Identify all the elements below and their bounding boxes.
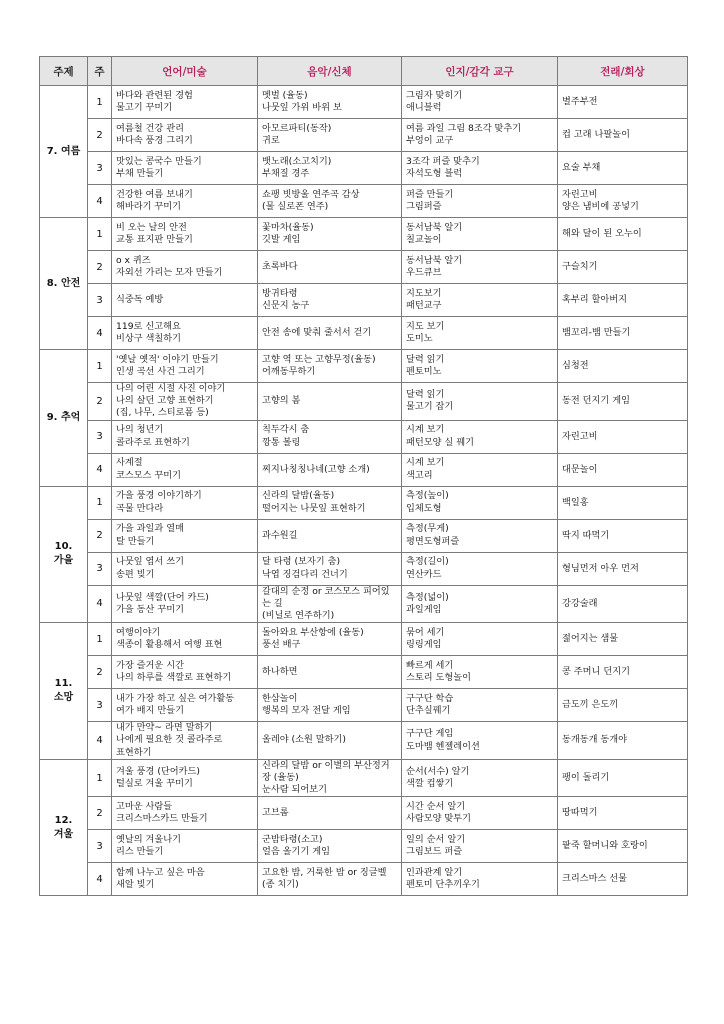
week-cell: 1 (88, 86, 112, 119)
week-cell: 2 (88, 797, 112, 830)
folk-play-cell (558, 350, 688, 383)
language-art-cell (112, 453, 258, 486)
music-physical-cell (258, 552, 402, 585)
music-physical-cell-text: 고요한 밤, 거룩한 밤 or 징글벨(종 치기) (262, 867, 387, 891)
header-week: 주 (88, 57, 112, 86)
cognitive-sensory-cell (402, 284, 558, 317)
music-physical-cell-text: 쇼팽 빗방울 연주곡 감상 (물 실로폰 연주) (262, 188, 360, 212)
table-row (40, 689, 688, 722)
cognitive-sensory-cell-text: 측정(길이) 연산카드 (406, 556, 449, 580)
table-row (40, 152, 688, 185)
music-physical-cell-text: 안전 송에 맞춰 줄서서 걷기 (262, 326, 372, 338)
language-art-cell-text: 고마운 사람들 크리스마스카드 만들기 (116, 801, 208, 825)
table-row (40, 284, 688, 317)
folk-play-cell (558, 552, 688, 585)
cognitive-sensory-cell-text: 묶어 세기 링링게임 (406, 627, 445, 651)
music-physical-cell (258, 119, 402, 152)
folk-play-cell (558, 519, 688, 552)
language-art-cell-text: 여름철 건강 관리 바다속 풍경 그리기 (116, 122, 193, 146)
language-art-cell-text: 가을 풍경 이야기하기 곡물 만다라 (116, 490, 202, 514)
theme-label: 7. 여름 (46, 145, 81, 157)
music-physical-cell-text: 방귀타령 신문지 농구 (262, 287, 310, 311)
music-physical-cell (258, 420, 402, 453)
music-physical-cell (258, 317, 402, 350)
music-physical-cell (258, 152, 402, 185)
language-art-cell (112, 486, 258, 519)
header-folk-play: 전래/회상 (558, 57, 688, 86)
language-art-cell (112, 185, 258, 218)
language-art-cell (112, 119, 258, 152)
music-physical-cell (258, 863, 402, 896)
theme-label: 9. 추억 (46, 411, 81, 423)
language-art-cell (112, 350, 258, 383)
cognitive-sensory-cell (402, 656, 558, 689)
cognitive-sensory-cell (402, 689, 558, 722)
table-row (40, 185, 688, 218)
cognitive-sensory-cell (402, 585, 558, 623)
cognitive-sensory-cell (402, 420, 558, 453)
language-art-cell-text: 내가 가장 하고 싶은 여가활동 여가 배지 만들기 (116, 693, 235, 717)
cognitive-sensory-cell-text: 3조각 퍼즐 맞추기 자석도형 블럭 (406, 155, 480, 179)
language-art-cell-text: 가장 즐거운 시간 나의 하루를 색깔로 표현하기 (116, 660, 232, 684)
music-physical-cell (258, 453, 402, 486)
language-art-cell (112, 623, 258, 656)
language-art-cell-text: o x 퀴즈 자외선 가리는 모자 만들기 (116, 254, 223, 278)
theme-cell (40, 86, 88, 218)
music-physical-cell-text: 돌아와요 부산항에 (율동) 풍선 배구 (262, 627, 364, 651)
language-art-cell (112, 86, 258, 119)
cognitive-sensory-cell-text: 순서(서수) 알기 색깔 컵쌓기 (406, 765, 470, 790)
theme-label: 8. 안전 (46, 277, 81, 289)
music-physical-cell (258, 486, 402, 519)
language-art-cell (112, 863, 258, 896)
folk-play-cell-text: 해와 달이 된 오누이 (562, 227, 642, 239)
music-physical-cell (258, 519, 402, 552)
folk-play-cell-text: 동전 던지기 게임 (562, 395, 630, 407)
folk-play-cell-text: 동개동개 동개야 (562, 734, 628, 746)
week-cell: 4 (88, 585, 112, 623)
language-art-cell-text: 함께 나누고 싶은 마음 새알 빚기 (116, 867, 205, 891)
language-art-cell (112, 383, 258, 421)
table-row (40, 218, 688, 251)
folk-play-cell (558, 284, 688, 317)
folk-play-cell (558, 689, 688, 722)
folk-play-cell-text: 젊어지는 샘물 (562, 633, 619, 645)
folk-play-cell-text: 백일홍 (562, 496, 589, 508)
theme-cell (40, 218, 88, 350)
cognitive-sensory-cell-text: 구구단 학습 단추실꿰기 (406, 693, 454, 717)
week-cell: 2 (88, 519, 112, 552)
week-cell: 1 (88, 623, 112, 656)
music-physical-cell-text: 고향의 봄 (262, 395, 301, 407)
folk-play-cell-text: 구슬치기 (562, 260, 598, 272)
folk-play-cell-text: 심청전 (562, 359, 589, 371)
folk-play-cell (558, 722, 688, 760)
music-physical-cell (258, 251, 402, 284)
cognitive-sensory-cell-text: 측정(높이) 입체도형 (406, 490, 449, 514)
language-art-cell-text: '옛날 옛적' 이야기 만들기 인생 곡선 사건 그리기 (116, 353, 219, 377)
folk-play-cell-text: 콩 주머니 던지기 (562, 666, 630, 678)
music-physical-cell (258, 722, 402, 760)
cognitive-sensory-cell-text: 퍼즐 만들기 그림퍼즐 (406, 188, 454, 212)
folk-play-cell-text: 컵 고래 나팔놀이 (562, 128, 630, 140)
music-physical-cell-text: 신라의 달밤(율동) 떨어지는 나뭇잎 표현하기 (262, 490, 366, 514)
language-art-cell-text: 사계절 코스모스 꾸미기 (116, 457, 182, 481)
folk-play-cell (558, 830, 688, 863)
language-art-cell (112, 585, 258, 623)
header-theme: 주제 (40, 57, 88, 86)
cognitive-sensory-cell (402, 797, 558, 830)
music-physical-cell (258, 585, 402, 623)
cognitive-sensory-cell-text: 시계 보기 패턴모양 실 꿰기 (406, 424, 474, 448)
cognitive-sensory-cell (402, 383, 558, 421)
week-cell: 2 (88, 656, 112, 689)
cognitive-sensory-cell-text: 측정(무게) 평면도형퍼즐 (406, 523, 460, 547)
music-physical-cell-text: 고브롬 (262, 807, 289, 819)
cognitive-sensory-cell-text: 구구단 게임 도마뱀 헨젤레이션 (406, 728, 480, 752)
music-physical-cell-text: 찌지나칭칭나네(고향 소개) (262, 463, 370, 475)
week-cell: 4 (88, 722, 112, 760)
curriculum-sheet (39, 56, 687, 896)
folk-play-cell (558, 797, 688, 830)
folk-play-cell (558, 383, 688, 421)
language-art-cell (112, 759, 258, 797)
cognitive-sensory-cell-text: 시계 보기 색고리 (406, 457, 445, 481)
folk-play-cell-text: 자린고비 양은 냄비에 공넣기 (562, 188, 639, 212)
language-art-cell-text: 겨울 풍경 (단어카드) 털실로 겨울 꾸미기 (116, 765, 201, 790)
theme-label: 11. 소망 (53, 678, 74, 704)
music-physical-cell-text: 칙두각시 춤 깡통 볼링 (262, 424, 310, 448)
week-cell: 3 (88, 284, 112, 317)
table-row (40, 759, 688, 797)
folk-play-cell (558, 656, 688, 689)
week-cell: 1 (88, 759, 112, 797)
folk-play-cell-text: 대문놀이 (562, 463, 598, 475)
cognitive-sensory-cell (402, 350, 558, 383)
folk-play-cell-text: 딱지 따먹기 (562, 529, 610, 541)
language-art-cell-text: 119로 신고해요 비상구 색칠하기 (116, 320, 182, 344)
table-row (40, 623, 688, 656)
table-row (40, 863, 688, 896)
music-physical-cell-text: 군밤타령(소고) 얼음 올기기 게임 (262, 834, 330, 858)
folk-play-cell-text: 뱀꼬리-뱀 만들기 (562, 326, 631, 338)
table-row (40, 317, 688, 350)
theme-label: 12. 겨울 (53, 814, 74, 840)
cognitive-sensory-cell-text: 측정(넓이) 과일게임 (406, 591, 449, 615)
cognitive-sensory-cell (402, 251, 558, 284)
folk-play-cell (558, 863, 688, 896)
language-art-cell-text: 비 오는 날의 안전 교통 표지판 만들기 (116, 221, 193, 245)
header-music-physical: 음악/신체 (258, 57, 402, 86)
music-physical-cell-text: 신라의 달밤 or 이별의 부산정거장 (율동) 눈사람 되어보기 (262, 759, 390, 796)
folk-play-cell-text: 땅따먹기 (562, 807, 598, 819)
cognitive-sensory-cell (402, 119, 558, 152)
table-row (40, 585, 688, 623)
week-cell: 1 (88, 350, 112, 383)
table-row (40, 119, 688, 152)
week-cell: 4 (88, 317, 112, 350)
music-physical-cell (258, 656, 402, 689)
cognitive-sensory-cell (402, 830, 558, 863)
folk-play-cell (558, 420, 688, 453)
music-physical-cell (258, 759, 402, 797)
cognitive-sensory-cell (402, 317, 558, 350)
language-art-cell-text: 가을 과일과 열매 탈 만들기 (116, 523, 184, 547)
music-physical-cell (258, 284, 402, 317)
theme-cell (40, 623, 88, 760)
week-cell: 1 (88, 218, 112, 251)
folk-play-cell-text: 형님먼저 아우 먼저 (562, 562, 639, 574)
cognitive-sensory-cell (402, 185, 558, 218)
header-row (40, 57, 688, 86)
cognitive-sensory-cell (402, 519, 558, 552)
cognitive-sensory-cell (402, 863, 558, 896)
language-art-cell (112, 420, 258, 453)
folk-play-cell-text: 크리스마스 선물 (562, 873, 628, 885)
cognitive-sensory-cell-text: 여름 과일 그림 8조각 맞추기 부엉이 교구 (406, 122, 522, 146)
cognitive-sensory-cell-text: 달력 읽기 펜토미노 (406, 353, 445, 377)
cognitive-sensory-cell-text: 그림자 맞히기 애니블럭 (406, 89, 463, 113)
music-physical-cell (258, 383, 402, 421)
music-physical-cell-text: 초록바다 (262, 260, 298, 272)
folk-play-cell (558, 486, 688, 519)
table-row (40, 251, 688, 284)
cognitive-sensory-cell (402, 552, 558, 585)
cognitive-sensory-cell (402, 486, 558, 519)
week-cell: 1 (88, 486, 112, 519)
music-physical-cell (258, 689, 402, 722)
cognitive-sensory-cell-text: 달력 읽기 물고기 잡기 (406, 389, 454, 413)
cognitive-sensory-cell (402, 86, 558, 119)
table-row (40, 722, 688, 760)
language-art-cell-text: 건강한 여름 보내기 해바라기 꾸미기 (116, 188, 193, 212)
music-physical-cell (258, 797, 402, 830)
cognitive-sensory-cell-text: 빠르게 세기 스토리 도형놀이 (406, 660, 472, 684)
table-body (40, 86, 688, 896)
cognitive-sensory-cell-text: 동서남북 알기 칠교놀이 (406, 221, 463, 245)
language-art-cell-text: 바다와 관련된 경험 물고기 꾸미기 (116, 89, 193, 113)
music-physical-cell (258, 623, 402, 656)
folk-play-cell (558, 86, 688, 119)
week-cell: 3 (88, 552, 112, 585)
music-physical-cell-text: 아모르파티(동작) 귀로 (262, 122, 332, 146)
cognitive-sensory-cell-text: 지도보기 패턴교구 (406, 287, 442, 311)
music-physical-cell (258, 218, 402, 251)
cognitive-sensory-cell (402, 722, 558, 760)
language-art-cell (112, 519, 258, 552)
folk-play-cell-text: 강강술래 (562, 597, 598, 609)
table-row (40, 453, 688, 486)
folk-play-cell (558, 152, 688, 185)
language-art-cell (112, 251, 258, 284)
folk-play-cell (558, 251, 688, 284)
music-physical-cell (258, 86, 402, 119)
folk-play-cell (558, 317, 688, 350)
week-cell: 3 (88, 689, 112, 722)
language-art-cell-text: 맛있는 콩국수 만들기 부채 만들기 (116, 155, 202, 179)
week-cell: 4 (88, 185, 112, 218)
language-art-cell-text: 나의 어린 시절 사진 이야기 나의 살던 고향 표현하기 (집, 나무, 스티로폼 등) (116, 383, 226, 419)
cognitive-sensory-cell-text: 지도 보기 도미노 (406, 320, 445, 344)
folk-play-cell (558, 119, 688, 152)
folk-play-cell (558, 453, 688, 486)
cognitive-sensory-cell-text: 인과관계 알기 펜토미 단추끼우기 (406, 867, 480, 891)
music-physical-cell-text: 갈대의 순정 or 코스모스 피어있는 길 (비닐로 연주하기) (262, 585, 390, 622)
folk-play-cell-text: 혹부리 할아버지 (562, 293, 628, 305)
table-row (40, 519, 688, 552)
music-physical-cell-text: 올레야 (소원 말하기) (262, 734, 347, 746)
language-art-cell (112, 830, 258, 863)
cognitive-sensory-cell (402, 152, 558, 185)
week-cell: 2 (88, 251, 112, 284)
theme-label: 10. 가을 (53, 541, 74, 567)
table-row (40, 552, 688, 585)
music-physical-cell-text: 한삼놀이 행복의 모자 전달 게임 (262, 693, 351, 717)
language-art-cell (112, 218, 258, 251)
theme-cell (40, 486, 88, 623)
language-art-cell (112, 152, 258, 185)
music-physical-cell (258, 350, 402, 383)
table-row (40, 830, 688, 863)
language-art-cell (112, 317, 258, 350)
folk-play-cell-text: 팥죽 할머니와 호랑이 (562, 840, 648, 852)
music-physical-cell-text: 뱃노래(소고치기) 부채질 경주 (262, 155, 332, 179)
week-cell: 3 (88, 152, 112, 185)
language-art-cell (112, 722, 258, 760)
music-physical-cell (258, 185, 402, 218)
language-art-cell-text: 나뭇잎 엽서 쓰기 송편 빚기 (116, 556, 184, 580)
language-art-cell-text: 옛날의 겨울나기 리스 만들기 (116, 834, 182, 858)
week-cell: 4 (88, 863, 112, 896)
music-physical-cell-text: 멧벌 (율동) 나뭇잎 가위 바위 보 (262, 89, 342, 113)
cognitive-sensory-cell (402, 453, 558, 486)
language-art-cell-text: 나뭇잎 색깔(단어 카드) 가을 동산 꾸미기 (116, 591, 209, 615)
week-cell: 3 (88, 830, 112, 863)
language-art-cell-text: 내가 만약~ 라면 말하기 나에게 필요한 것 콜라주로 표현하기 (116, 722, 223, 758)
folk-play-cell-text: 금도끼 은도끼 (562, 699, 619, 711)
folk-play-cell-text: 별주부전 (562, 95, 598, 107)
table-row (40, 86, 688, 119)
music-physical-cell (258, 830, 402, 863)
cognitive-sensory-cell-text: 시간 순서 알기 사람모양 맞투기 (406, 801, 472, 825)
week-cell: 2 (88, 383, 112, 421)
table-row (40, 350, 688, 383)
language-art-cell (112, 797, 258, 830)
folk-play-cell (558, 185, 688, 218)
table-row (40, 656, 688, 689)
table-row (40, 486, 688, 519)
folk-play-cell (558, 585, 688, 623)
music-physical-cell-text: 고향 역 또는 고향무정(율동) 어깨동무하기 (262, 353, 376, 377)
language-art-cell (112, 284, 258, 317)
table-row (40, 797, 688, 830)
curriculum-table (39, 56, 688, 896)
folk-play-cell-text: 팽이 돌리기 (562, 772, 610, 784)
theme-cell (40, 759, 88, 896)
folk-play-cell-text: 요술 부채 (562, 161, 601, 173)
language-art-cell-text: 여행이야기 색종이 활용해서 여행 표현 (116, 627, 223, 651)
table-row (40, 420, 688, 453)
music-physical-cell-text: 달 타령 (보자기 춤) 낙엽 징검다리 건너기 (262, 556, 348, 580)
header-language-art: 언어/미술 (112, 57, 258, 86)
language-art-cell (112, 656, 258, 689)
week-cell: 4 (88, 453, 112, 486)
folk-play-cell (558, 218, 688, 251)
cognitive-sensory-cell (402, 623, 558, 656)
music-physical-cell-text: 과수원길 (262, 529, 298, 541)
language-art-cell (112, 689, 258, 722)
cognitive-sensory-cell-text: 일의 순서 알기 그림보드 퍼즐 (406, 834, 466, 858)
week-cell: 3 (88, 420, 112, 453)
week-cell: 2 (88, 119, 112, 152)
folk-play-cell-text: 자린고비 (562, 430, 598, 442)
cognitive-sensory-cell-text: 동서남북 알기 우드큐브 (406, 254, 463, 278)
language-art-cell-text: 나의 청년기 콜라주로 표현하기 (116, 424, 190, 448)
language-art-cell (112, 552, 258, 585)
table-row (40, 383, 688, 421)
theme-cell (40, 350, 88, 487)
folk-play-cell (558, 623, 688, 656)
language-art-cell-text: 식중독 예방 (116, 293, 164, 305)
cognitive-sensory-cell (402, 759, 558, 797)
folk-play-cell (558, 759, 688, 797)
music-physical-cell-text: 꽃마차(율동) 깃발 게임 (262, 221, 314, 245)
music-physical-cell-text: 하나하면 (262, 666, 298, 678)
header-cognitive-sensory: 인지/감각 교구 (402, 57, 558, 86)
cognitive-sensory-cell (402, 218, 558, 251)
